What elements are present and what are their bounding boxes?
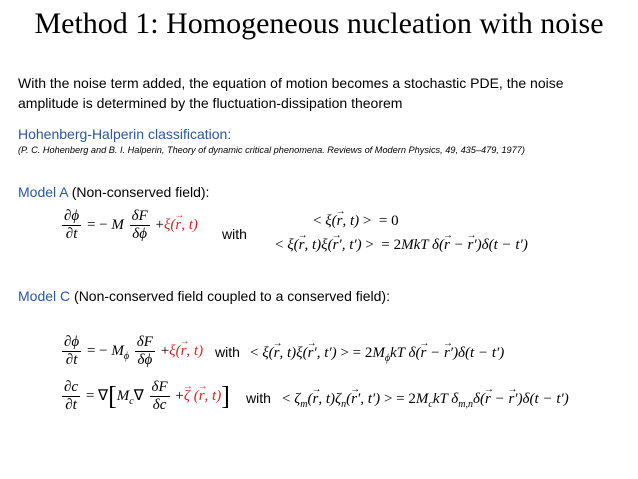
model-c-desc: (Non-conserved field coupled to a conserved field): — [70, 288, 390, 304]
model-a-noise-mean: < ξ(→ r, t) > = 0 — [313, 212, 399, 230]
model-c-noise-correlation-phi: < ξ(→ r, t)ξ(→ r′, t′) > = $2M_\phi kT$ δ(→ r − → r′)δ(t − t′) — [250, 344, 504, 368]
model-c-name: Model C — [18, 288, 71, 304]
model-a-heading — [18, 183, 209, 202]
model-c-with-2: with — [246, 390, 271, 406]
model-a-equation: $\frac{\partial\phi}{\partial t}$ = − M $\frac{\delta F}{\delta\phi}$ +ξ(→ r, t) — [60, 208, 198, 243]
model-c-with-1: with — [215, 344, 240, 360]
model-c-equation-c: $\frac{\partial c}{\partial t}$ = $\nabla[M_c\nabla$ $\frac{\delta F}{\delta c}$ +→ ζ (→ r, t)] — [60, 379, 230, 414]
citation: (P. C. Hohenberg and B. I. Halperin, Theory of dynamic critical phenomena. Reviews of Modern Physics, 49, 435–479, 1977) — [18, 145, 525, 155]
model-c-equation-phi: $\frac{\partial\phi}{\partial t}$ = − $M_\phi$ $\frac{\delta F}{\delta\phi}$ +ξ(→ r, t) — [60, 334, 203, 369]
classification-heading: Hohenberg-Halperin classification: — [18, 126, 232, 142]
slide-title: Method 1: Homogeneous nucleation with noise — [34, 7, 604, 40]
intro-line-1: With the noise term added, the equation of motion becomes a stochastic PDE, the noise — [18, 75, 564, 91]
model-a-desc: (Non-conserved field): — [67, 184, 210, 200]
intro-line-2: amplitude is determined by the fluctuation-dissipation theorem — [18, 95, 403, 111]
model-a-with: with — [222, 226, 247, 242]
model-a-name: Model A — [18, 184, 68, 200]
model-c-noise-correlation-c: < $\zeta_m(\to r$, $t)\zeta_n(\to r'$, t′) > = $2M_ckT$ $\delta_{m,n}\delta(\to r$ − → r′)δ(t − t′) — [282, 390, 569, 414]
model-a-noise-correlation: < ξ(→ r, t)ξ(→ r′, t′) > = 2MkT δ(→ r − → r′)δ(t − t′) — [275, 236, 528, 254]
model-c-heading — [18, 287, 390, 306]
